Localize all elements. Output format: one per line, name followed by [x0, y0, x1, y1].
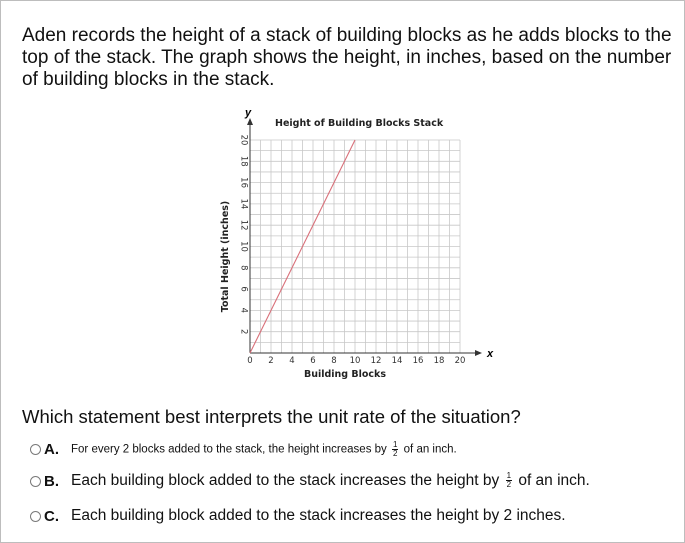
option-c[interactable] [30, 507, 566, 525]
x-tick-label: 2 [268, 356, 274, 366]
y-axis-letter: y [244, 108, 252, 119]
option-b-pre: Each building block added to the stack increases the height by [71, 472, 500, 489]
option-a-radio[interactable] [30, 444, 41, 455]
x-tick-label: 18 [433, 356, 445, 366]
x-tick-label: 20 [454, 356, 466, 366]
x-axis-letter: x [487, 348, 494, 360]
option-b[interactable] [30, 472, 590, 490]
question-text: Which statement best interprets the unit rate of the situation? [22, 406, 521, 427]
line-chart [210, 108, 500, 383]
x-tick-label: 10 [349, 356, 361, 366]
y-tick-label: 20 [238, 134, 249, 146]
option-a-pre: For every 2 blocks added to the stack, the height increases by [71, 443, 387, 456]
x-tick-label: 4 [289, 356, 295, 366]
option-b-radio[interactable] [30, 476, 41, 487]
option-b-post: of an inch. [518, 472, 590, 489]
y-axis-label: Total Height (inches) [220, 200, 231, 313]
option-a-fraction [392, 441, 398, 458]
option-b-letter: B. [44, 472, 59, 490]
x-tick-label: 0 [247, 356, 253, 366]
y-tick-label: 4 [238, 307, 249, 314]
y-tick-label: 2 [238, 328, 249, 335]
x-tick-label: 16 [412, 356, 424, 366]
chart-svg [210, 108, 500, 383]
x-tick-label: 12 [370, 356, 382, 366]
problem-text: Aden records the height of a stack of building blocks as he adds blocks to the top of the stack. The graph shows the height, in inches, based on the number of building blocks in the stack. [22, 25, 672, 90]
option-a-post: of an inch. [403, 443, 457, 456]
y-tick-label: 16 [238, 177, 249, 189]
option-c-text: Each building block added to the stack increases the height by 2 inches. [71, 507, 566, 524]
y-tick-label: 12 [238, 219, 249, 231]
y-tick-label: 6 [238, 286, 249, 292]
option-a-frac-den: 2 [393, 449, 398, 458]
option-b-frac-num: 1 [506, 471, 512, 481]
x-tick-label: 6 [310, 356, 316, 366]
option-a-text [71, 441, 457, 458]
x-tick-label: 14 [391, 356, 403, 366]
y-tick-label: 18 [238, 155, 249, 167]
option-b-fraction [506, 472, 512, 489]
x-axis-label: Building Blocks [303, 369, 387, 380]
y-tick-label: 10 [238, 241, 249, 252]
option-b-text [71, 472, 590, 490]
option-a-frac-num: 1 [393, 440, 398, 449]
option-a-letter: A. [44, 441, 59, 458]
option-c-letter: C. [44, 507, 59, 525]
x-axis-arrow [475, 350, 482, 356]
y-tick-label: 14 [238, 198, 249, 210]
option-c-radio[interactable] [30, 511, 41, 522]
y-tick-label: 8 [238, 265, 249, 271]
option-b-frac-den: 2 [506, 480, 512, 490]
option-a[interactable] [30, 441, 457, 458]
y-axis-arrow [247, 118, 253, 125]
x-tick-label: 8 [331, 356, 337, 366]
chart-title: Height of Building Blocks Stack [275, 118, 444, 129]
